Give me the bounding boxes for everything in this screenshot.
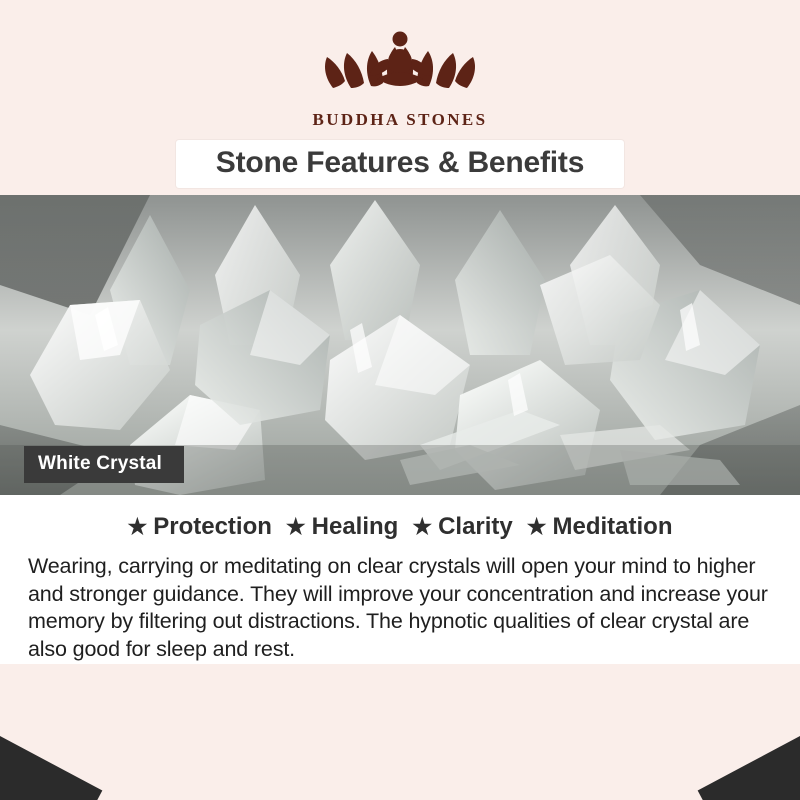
benefit-label: Meditation <box>552 513 673 540</box>
benefit-item <box>412 513 512 541</box>
description-text: Wearing, carrying or meditating on clear crystals will open your mind to higher and stronger guidance. They will improve your concentration and increase your memory by filtering out distractions. The hypnotic qualities of clear crystal are also good for sleep and rest. <box>28 554 768 662</box>
star-icon: ★ <box>127 514 148 539</box>
page-title: Stone Features & Benefits <box>215 146 585 179</box>
benefit-item <box>127 513 271 541</box>
lotus-meditation-icon <box>315 26 485 108</box>
crystal-photo <box>0 195 800 495</box>
brand-logo <box>0 0 800 130</box>
brand-name: BUDDHA STONES <box>312 110 488 129</box>
title-banner <box>176 140 624 188</box>
star-icon: ★ <box>526 514 547 539</box>
corner-wedge-bottom-right <box>698 720 800 800</box>
star-icon: ★ <box>412 514 433 539</box>
benefits-row <box>28 513 772 541</box>
stone-name-badge: White Crystal <box>24 446 184 483</box>
poster-header <box>0 0 800 195</box>
benefit-label: Clarity <box>438 513 513 540</box>
benefit-label: Protection <box>153 513 272 540</box>
poster-content <box>0 495 800 664</box>
benefit-item <box>527 513 673 541</box>
benefit-item <box>286 513 398 541</box>
corner-wedge-bottom-left <box>0 720 102 800</box>
benefit-label: Healing <box>311 513 399 540</box>
star-icon: ★ <box>285 514 306 539</box>
